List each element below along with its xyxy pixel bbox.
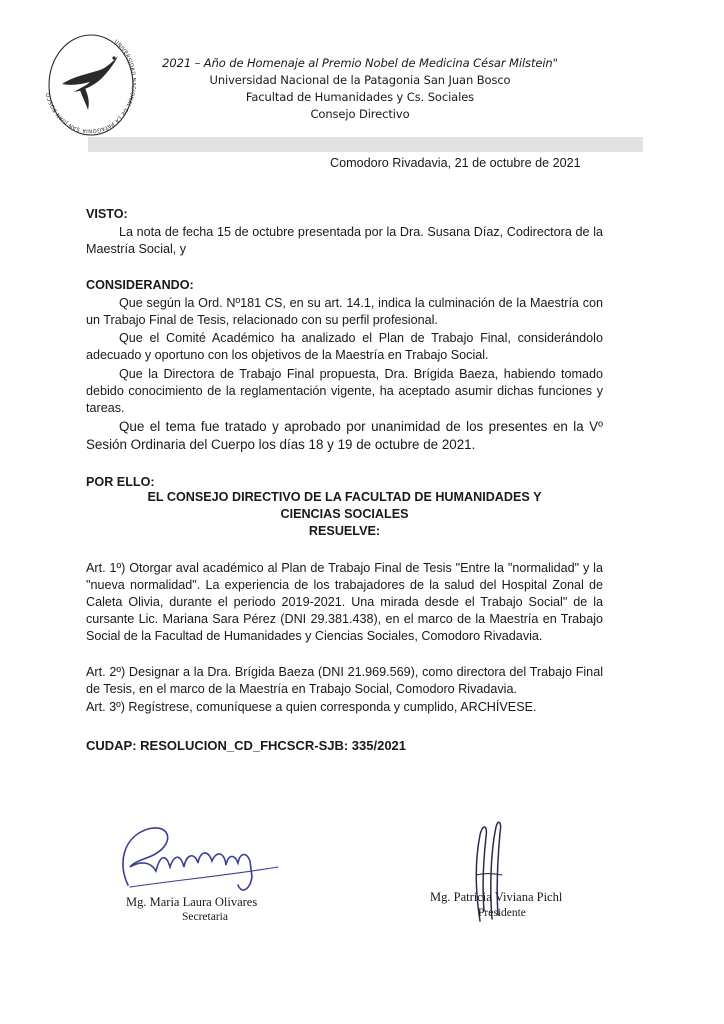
visto-text: La nota de fecha 15 de octubre presentada por la Dra. Susana Díaz, Codirectora de la Maestría Social, y — [86, 225, 603, 256]
considerando-text-4: Que el tema fue tratado y aprobado por unanimidad de los presentes en la Vº Sesión Ordinaria del Cuerpo los días 18 y 19 de octubre de 2021. — [86, 419, 603, 452]
university-seal-logo — [44, 30, 139, 138]
article-3: Art. 3º) Regístrese, comuníquese a quien corresponda y cumplido, ARCHÍVESE. — [86, 700, 537, 714]
considerando-text-3: Que la Directora de Trabajo Final propuesta, Dra. Brígida Baeza, habiendo tomado debido conocimiento de la reglamentación vigente, ha aceptado asumir dichas funciones y tareas. — [86, 367, 603, 415]
considerando-paragraph — [86, 418, 603, 454]
place-and-date: Comodoro Rivadavia, 21 de octubre de 2021 — [330, 156, 581, 170]
header-divider-band — [88, 137, 643, 152]
considerando-paragraph — [86, 330, 603, 364]
signatory-1-role: Secretaria — [182, 911, 228, 923]
considerando-paragraph — [86, 366, 603, 417]
considerando-paragraph — [86, 295, 603, 329]
signature-secretaria — [100, 815, 300, 900]
signatory-1-name: Mg. Maria Laura Olivares — [126, 895, 258, 909]
signatory-2-name: Mg. Patricia Viviana Pichl — [430, 890, 563, 904]
considerando-text-1: Que según la Ord. Nº181 CS, en su art. 14.1, indica la culminación de la Maestría con un Trabajo Final de Tesis, relacionado con su perfil profesional. — [86, 296, 603, 327]
header-commemorative-line: 2021 – Año de Homenaje al Premio Nobel de Medicina César Milstein" — [162, 56, 558, 70]
council-line-1: EL CONSEJO DIRECTIVO DE LA FACULTAD DE HUMANIDADES Y — [147, 490, 542, 504]
visto-heading: VISTO: — [86, 207, 128, 221]
visto-paragraph — [86, 224, 603, 258]
council-line-2: CIENCIAS SOCIALES — [280, 507, 409, 521]
header-faculty-name: Facultad de Humanidades y Cs. Sociales — [245, 90, 475, 104]
cudap-reference: CUDAP: RESOLUCION_CD_FHCSCR-SJB: 335/2021 — [86, 738, 407, 753]
article-1: Art. 1º) Otorgar aval académico al Plan de Trabajo Final de Tesis "Entre la "normalidad" y la "nueva normalidad". La experiencia de los trabajadores de la salud del Hospital Zonal de Caleta Olivia, durante el periodo 2019-2021. Una mirada desde el Trabajo Social" de la cursante Lic. Mariana Sara Pérez (DNI 29.381.438), en el marco de la Maestría en Trabajo Social de la Facultad de Humanidades y Ciencias Sociales, Comodoro Rivadavia. — [86, 561, 603, 643]
considerando-heading: CONSIDERANDO: — [86, 278, 194, 292]
article-2: Art. 2º) Designar a la Dra. Brígida Baeza (DNI 21.969.569), como directora del Trabajo Final de Tesis, en el marco de la Maestría en Trabajo Social, Comodoro Rivadavia. — [86, 665, 603, 696]
seal-text: UNIVERSIDAD NACIONAL DE LA PATAGONIA SAN JUAN BOSCO — [45, 38, 137, 134]
considerando-text-2: Que el Comité Académico ha analizado el Plan de Trabajo Final, considerándolo adecuado y oportuno con los objetivos de la Maestría en Trabajo Social. — [86, 331, 603, 362]
header-council-name: Consejo Directivo — [310, 107, 410, 121]
header-university-name: Universidad Nacional de la Patagonia San Juan Bosco — [209, 73, 511, 87]
signatory-2-role: Presidente — [478, 907, 526, 919]
resuelve-heading: RESUELVE: — [308, 524, 381, 538]
por-ello-heading: POR ELLO: — [86, 475, 155, 489]
